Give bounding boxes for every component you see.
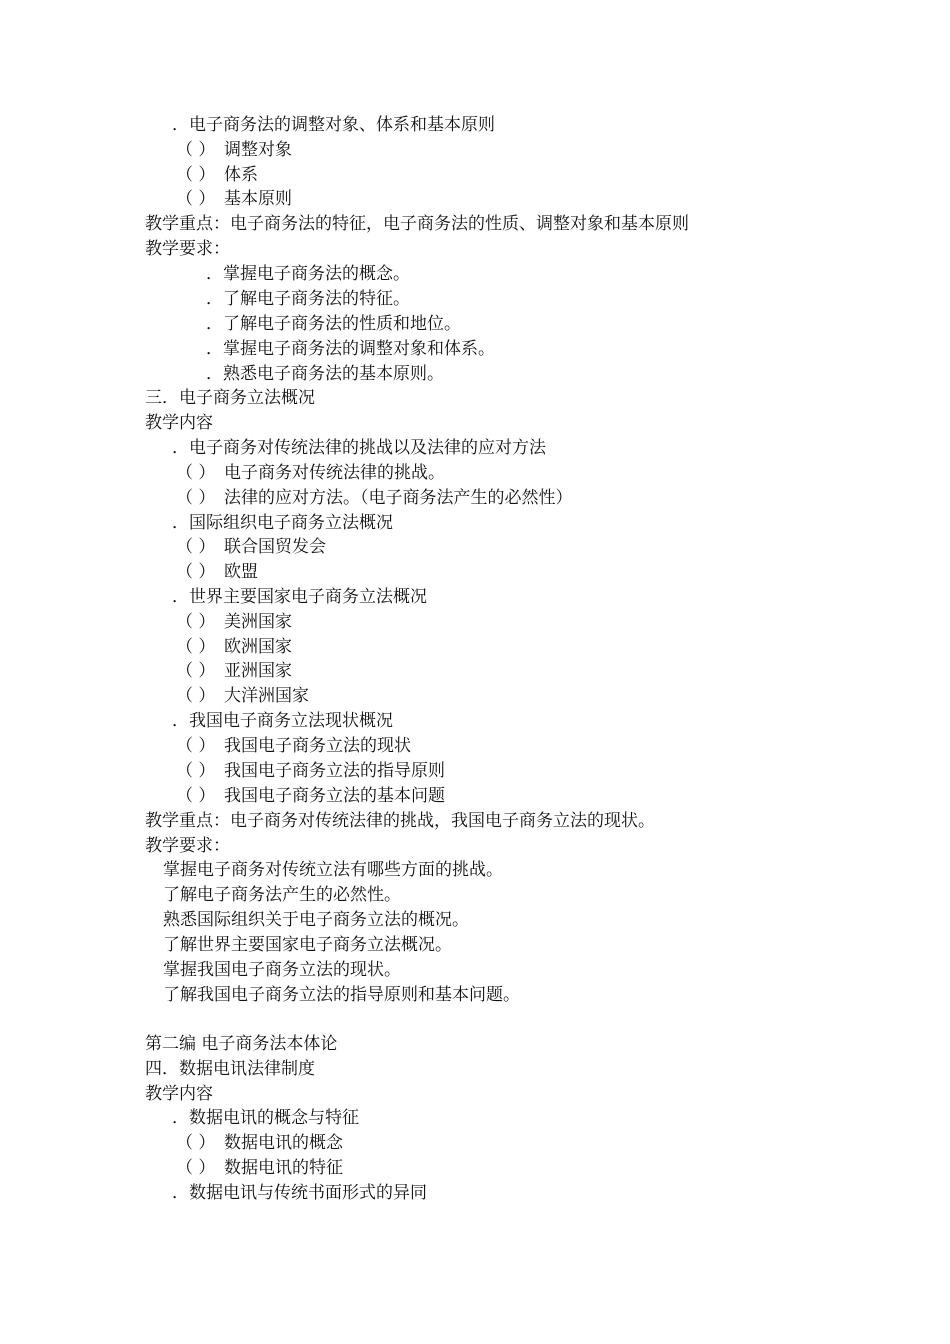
sub-label: 电子商务对传统法律的挑战。 (224, 463, 445, 483)
s2-item3-sub-2 (176, 163, 258, 187)
sub-label: 亚洲国家 (224, 661, 292, 681)
paren-mark: （ ） (176, 189, 216, 209)
paren-mark: （ ） (176, 612, 216, 632)
sub-label: 数据电讯的概念 (224, 1133, 343, 1153)
paren-mark: （ ） (176, 140, 216, 160)
s3-item3-sub-1 (176, 610, 292, 634)
part2-title: 第二编 电子商务法本体论 (145, 1034, 338, 1054)
paren-mark: （ ） (176, 637, 216, 657)
s3-requirement-5: 掌握我国电子商务立法的现状。 (163, 960, 401, 980)
s3-teaching-focus: 教学重点：电子商务对传统法律的挑战，我国电子商务立法的现状。 (145, 811, 655, 831)
s3-item3-sub-3 (176, 659, 292, 683)
s2-requirement-4: ．掌握电子商务法的调整对象和体系。 (206, 339, 495, 359)
s3-item4-sub-3 (176, 784, 445, 808)
s4-item1-sub-2 (176, 1156, 343, 1180)
s3-requirement-1: 掌握电子商务对传统立法有哪些方面的挑战。 (163, 860, 503, 880)
s2-teaching-focus: 教学重点：电子商务法的特征，电子商务法的性质、调整对象和基本原则 (145, 214, 689, 234)
s4-item1-sub-1 (176, 1131, 343, 1155)
s3-item4-heading: ．我国电子商务立法现状概况 (172, 711, 393, 731)
s2-item3-sub-1 (176, 138, 292, 162)
s2-requirements-label: 教学要求： (145, 239, 230, 259)
s2-requirement-1: ．掌握电子商务法的概念。 (206, 264, 410, 284)
s3-item3-sub-2 (176, 635, 292, 659)
sub-label: 美洲国家 (224, 612, 292, 632)
s4-item1-heading: ．数据电讯的概念与特征 (172, 1108, 359, 1128)
s3-requirements-label: 教学要求： (145, 836, 230, 856)
sub-label: 体系 (224, 165, 258, 185)
s2-requirement-2: ．了解电子商务法的特征。 (206, 289, 410, 309)
paren-mark: （ ） (176, 488, 216, 508)
s4-content-label: 教学内容 (145, 1084, 213, 1104)
sub-label: 数据电讯的特征 (224, 1158, 343, 1178)
sub-label: 联合国贸发会 (224, 537, 326, 557)
paren-mark: （ ） (176, 1158, 216, 1178)
s3-requirement-4: 了解世界主要国家电子商务立法概况。 (163, 935, 452, 955)
paren-mark: （ ） (176, 661, 216, 681)
sub-label: 我国电子商务立法的基本问题 (224, 786, 445, 806)
s3-item2-sub-1 (176, 535, 326, 559)
paren-mark: （ ） (176, 165, 216, 185)
s3-item4-sub-1 (176, 734, 411, 758)
s3-item3-sub-4 (176, 684, 309, 708)
s3-item1-sub-2 (176, 486, 573, 510)
sub-label: 调整对象 (224, 140, 292, 160)
paren-mark: （ ） (176, 761, 216, 781)
sub-label: 基本原则 (224, 189, 292, 209)
s3-item1-heading: ．电子商务对传统法律的挑战以及法律的应对方法 (172, 438, 546, 458)
s3-item2-heading: ．国际组织电子商务立法概况 (172, 513, 393, 533)
s3-item1-sub-1 (176, 461, 445, 485)
s4-item2-heading: ．数据电讯与传统书面形式的异同 (172, 1183, 427, 1203)
s3-item4-sub-2 (176, 759, 445, 783)
paren-mark: （ ） (176, 463, 216, 483)
s3-requirement-6: 了解我国电子商务立法的指导原则和基本问题。 (163, 985, 520, 1005)
sub-label: 欧盟 (224, 562, 258, 582)
s2-item3-heading: ．电子商务法的调整对象、体系和基本原则 (172, 115, 495, 135)
s3-requirement-3: 熟悉国际组织关于电子商务立法的概况。 (163, 910, 469, 930)
s4-title: 四．数据电讯法律制度 (145, 1059, 315, 1079)
paren-mark: （ ） (176, 1133, 216, 1153)
s2-requirement-5: ．熟悉电子商务法的基本原则。 (206, 364, 444, 384)
paren-mark: （ ） (176, 736, 216, 756)
sub-label: 大洋洲国家 (224, 686, 309, 706)
paren-mark: （ ） (176, 537, 216, 557)
s3-requirement-2: 了解电子商务法产生的必然性。 (163, 885, 401, 905)
s3-item2-sub-2 (176, 560, 258, 584)
sub-label: 欧洲国家 (224, 637, 292, 657)
s2-requirement-3: ．了解电子商务法的性质和地位。 (206, 314, 461, 334)
paren-mark: （ ） (176, 786, 216, 806)
s3-content-label: 教学内容 (145, 413, 213, 433)
sub-label: 我国电子商务立法的指导原则 (224, 761, 445, 781)
paren-mark: （ ） (176, 686, 216, 706)
paren-mark: （ ） (176, 562, 216, 582)
s2-item3-sub-3 (176, 187, 292, 211)
s3-title: 三．电子商务立法概况 (145, 388, 315, 408)
sub-label: 我国电子商务立法的现状 (224, 736, 411, 756)
s3-item3-heading: ．世界主要国家电子商务立法概况 (172, 587, 427, 607)
sub-label: 法律的应对方法。（电子商务法产生的必然性） (224, 488, 573, 508)
